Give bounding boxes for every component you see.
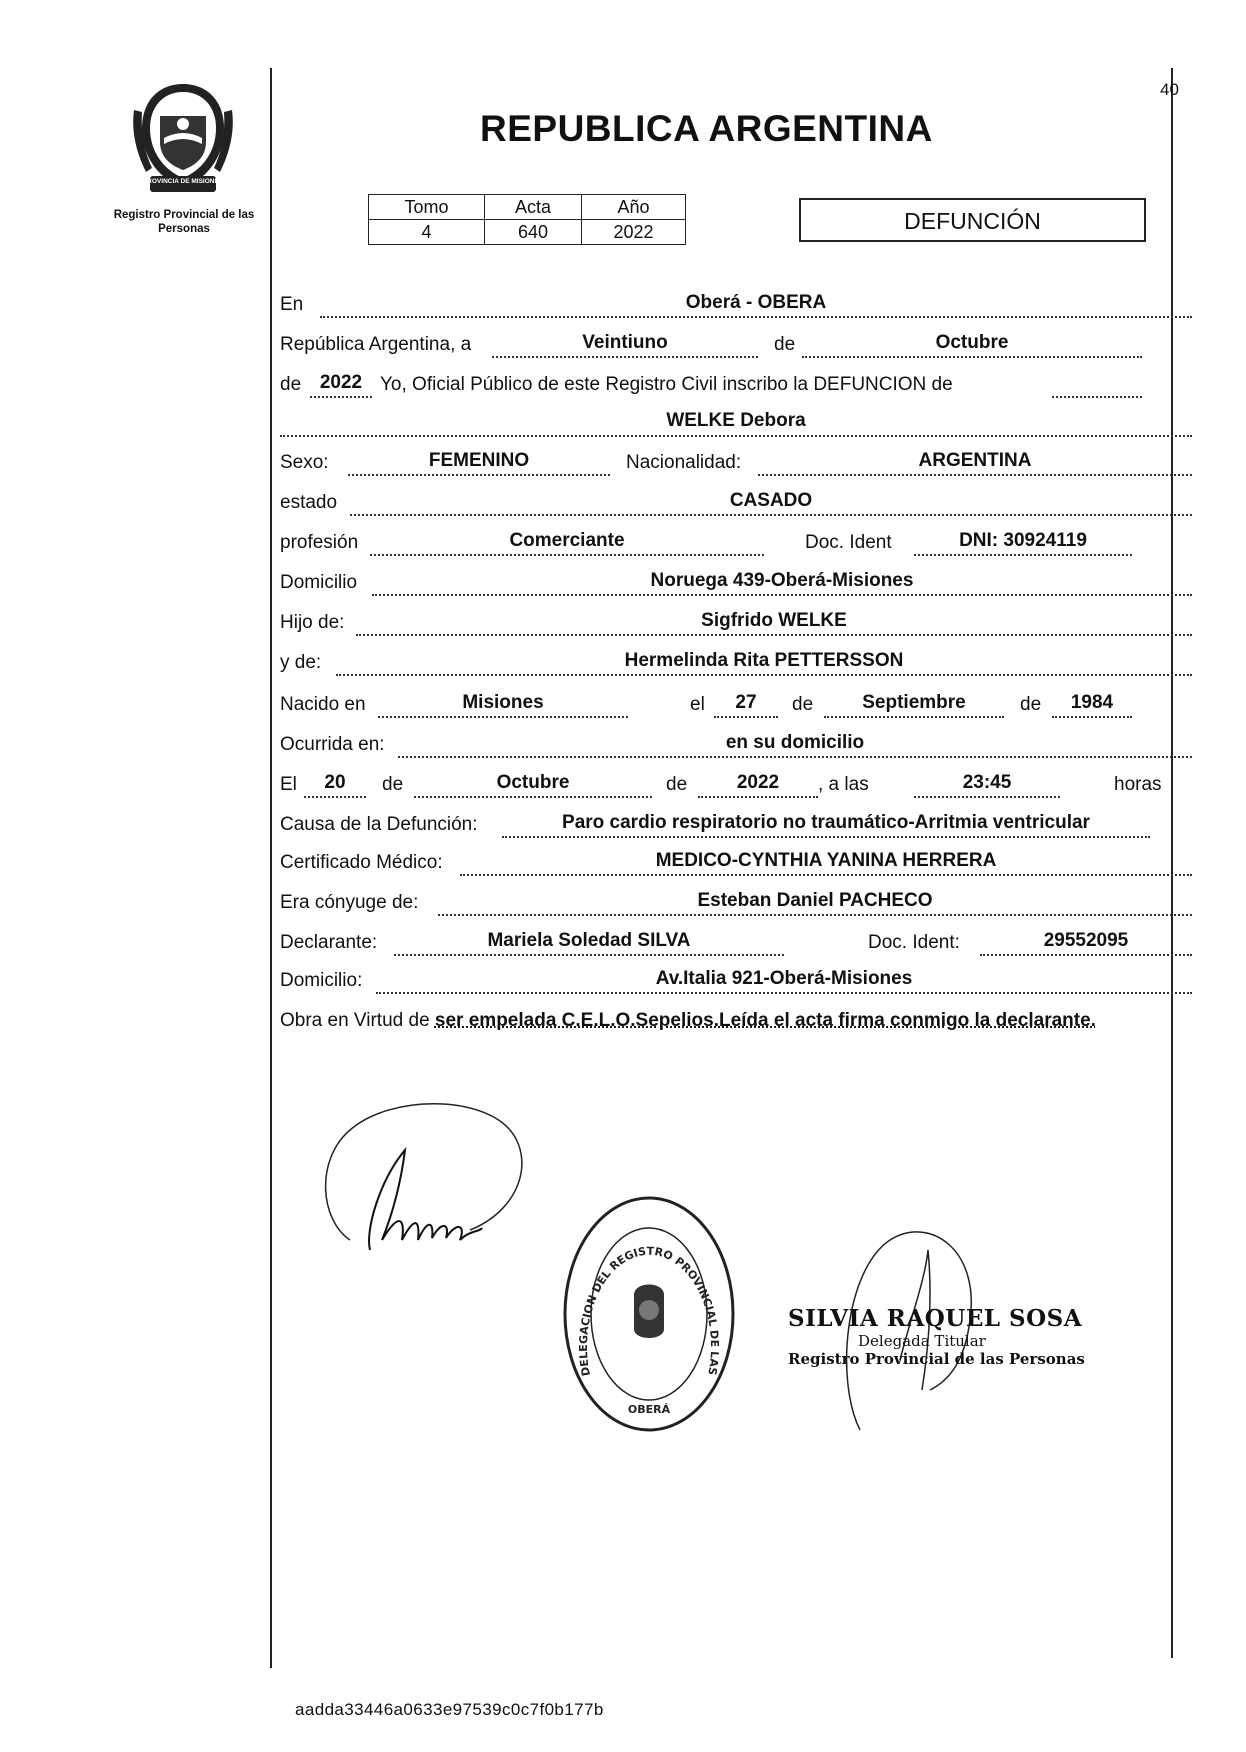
nacionalidad-label: Nacionalidad: <box>626 452 742 473</box>
row-republica <box>280 332 1192 358</box>
doc2-value: 29552095 <box>1043 930 1129 951</box>
causa-label: Causa de la Defunción: <box>280 814 478 835</box>
def-de2-label: de <box>666 774 688 795</box>
estado-label: estado <box>280 492 338 513</box>
page-number: 40 <box>1160 80 1179 99</box>
def-de1-label: de <box>382 774 404 795</box>
sexo-value: FEMENINO <box>428 450 530 471</box>
domicilio2-value: Av.Italia 921-Oberá-Misiones <box>655 968 913 989</box>
certificado-value: MEDICO-CYNTHIA YANINA HERRERA <box>655 850 997 871</box>
document-hash: aadda33446a0633e97539c0c7f0b177b <box>295 1700 604 1719</box>
anio-label: Año <box>582 195 686 220</box>
domicilio-value: Noruega 439-Oberá-Misiones <box>650 570 914 591</box>
acta-label: Acta <box>485 195 582 220</box>
deceased-name: WELKE Debora <box>666 410 806 431</box>
dia-texto-value: Veintiuno <box>582 332 668 353</box>
ocurrida-value: en su domicilio <box>725 732 865 753</box>
registro-label: Registro Provincial de las Personas <box>113 209 255 235</box>
row-nacido <box>280 692 1192 718</box>
republica-label: República Argentina, a <box>280 334 472 355</box>
causa-value: Paro cardio respiratorio no traumático-Arritmia ventricular <box>562 812 1090 833</box>
row-inscribo <box>280 372 1192 398</box>
declarant-signature <box>310 1090 550 1280</box>
mes-value: Octubre <box>935 332 1009 353</box>
de-label: de <box>774 334 796 355</box>
anio-value: 2022 <box>582 220 686 245</box>
row-estado <box>280 490 1192 516</box>
nac-dia-value: 27 <box>735 692 757 713</box>
row-obra <box>280 1008 1188 1033</box>
en-value: Oberá - OBERA <box>685 292 827 313</box>
el-label: el <box>690 694 705 715</box>
en-label: En <box>280 294 304 315</box>
row-declarante <box>280 930 1192 956</box>
acta-value: 640 <box>485 220 582 245</box>
provincial-crest-logo <box>128 80 238 198</box>
nacionalidad-value: ARGENTINA <box>918 450 1032 471</box>
alas-label: , a las <box>818 774 869 795</box>
profesion-value: Comerciante <box>509 530 625 551</box>
doc2-label: Doc. Ident: <box>868 932 960 953</box>
nac-anio-value: 1984 <box>1070 692 1114 713</box>
registry-table <box>368 194 686 245</box>
official-role: Delegada Titular <box>858 1332 986 1350</box>
row-conyuge <box>280 890 1192 916</box>
inscribo-text: Yo, Oficial Público de este Registro Civil inscribo la DEFUNCION de <box>380 374 953 395</box>
obra-label: Obra en Virtud de <box>280 1010 430 1031</box>
anio-inline-value: 2022 <box>319 372 363 393</box>
official-org: Registro Provincial de las Personas <box>788 1350 1085 1368</box>
conyuge-label: Era cónyuge de: <box>280 892 419 913</box>
domicilio-label: Domicilio <box>280 572 358 593</box>
def-anio-value: 2022 <box>736 772 780 793</box>
row-nombre <box>280 410 1192 436</box>
page-title: REPUBLICA ARGENTINA <box>480 108 933 149</box>
row-ocurrida <box>280 732 1192 758</box>
row-en <box>280 292 1192 318</box>
doc-label: Doc. Ident <box>805 532 892 553</box>
def-dia-value: 20 <box>324 772 346 793</box>
row-fecha-defuncion <box>280 772 1192 798</box>
estado-value: CASADO <box>729 490 813 511</box>
domicilio2-label: Domicilio: <box>280 970 363 991</box>
doc-value: DNI: 30924119 <box>959 530 1087 551</box>
profesion-label: profesión <box>280 532 359 553</box>
de2-label: de <box>280 374 302 395</box>
seal-text: DELEGACION DEL REGISTRO PROVINCIAL DE LAS <box>576 1244 722 1378</box>
crest-text: PROVINCIA DE MISIONES <box>142 178 224 185</box>
horas-label: horas <box>1114 774 1162 795</box>
row-madre <box>280 650 1192 676</box>
seal-city: OBERÁ <box>627 1403 671 1416</box>
row-causa <box>280 812 1192 838</box>
nac-de1-label: de <box>792 694 814 715</box>
def-hora-value: 23:45 <box>962 772 1012 793</box>
certificado-label: Certificado Médico: <box>280 852 443 873</box>
row-profesion <box>280 530 1192 556</box>
official-name: SILVIA RAQUEL SOSA <box>788 1305 1083 1332</box>
declarante-value: Mariela Soledad SILVA <box>487 930 691 951</box>
conyuge-value: Esteban Daniel PACHECO <box>697 890 933 911</box>
nac-de2-label: de <box>1020 694 1042 715</box>
obra-value: ser empelada C.E.L.O.Sepelios.Leída el acta firma conmigo la declarante. <box>434 1010 1096 1031</box>
def-mes-value: Octubre <box>496 772 570 793</box>
oval-seal <box>562 1195 736 1433</box>
nac-mes-value: Septiembre <box>862 692 966 713</box>
row-certificado <box>280 850 1192 876</box>
nacido-lugar-value: Misiones <box>462 692 544 713</box>
left-margin-line <box>270 68 272 1668</box>
sexo-label: Sexo: <box>280 452 329 473</box>
el2-label: El <box>280 774 297 795</box>
row-sexo <box>280 450 1192 476</box>
acta-type-box: DEFUNCIÓN <box>799 198 1146 242</box>
yde-label: y de: <box>280 652 322 673</box>
ocurrida-label: Ocurrida en: <box>280 734 385 755</box>
tomo-label: Tomo <box>369 195 485 220</box>
row-domicilio <box>280 570 1192 596</box>
nacido-label: Nacido en <box>280 694 366 715</box>
hijo-label: Hijo de: <box>280 612 345 633</box>
declarante-label: Declarante: <box>280 932 378 953</box>
madre-value: Hermelinda Rita PETTERSSON <box>624 650 904 671</box>
row-hijo <box>280 610 1192 636</box>
tomo-value: 4 <box>369 220 485 245</box>
official-stamp <box>788 1305 1085 1368</box>
padre-value: Sigfrido WELKE <box>701 610 847 631</box>
row-domicilio-declarante <box>280 968 1192 994</box>
